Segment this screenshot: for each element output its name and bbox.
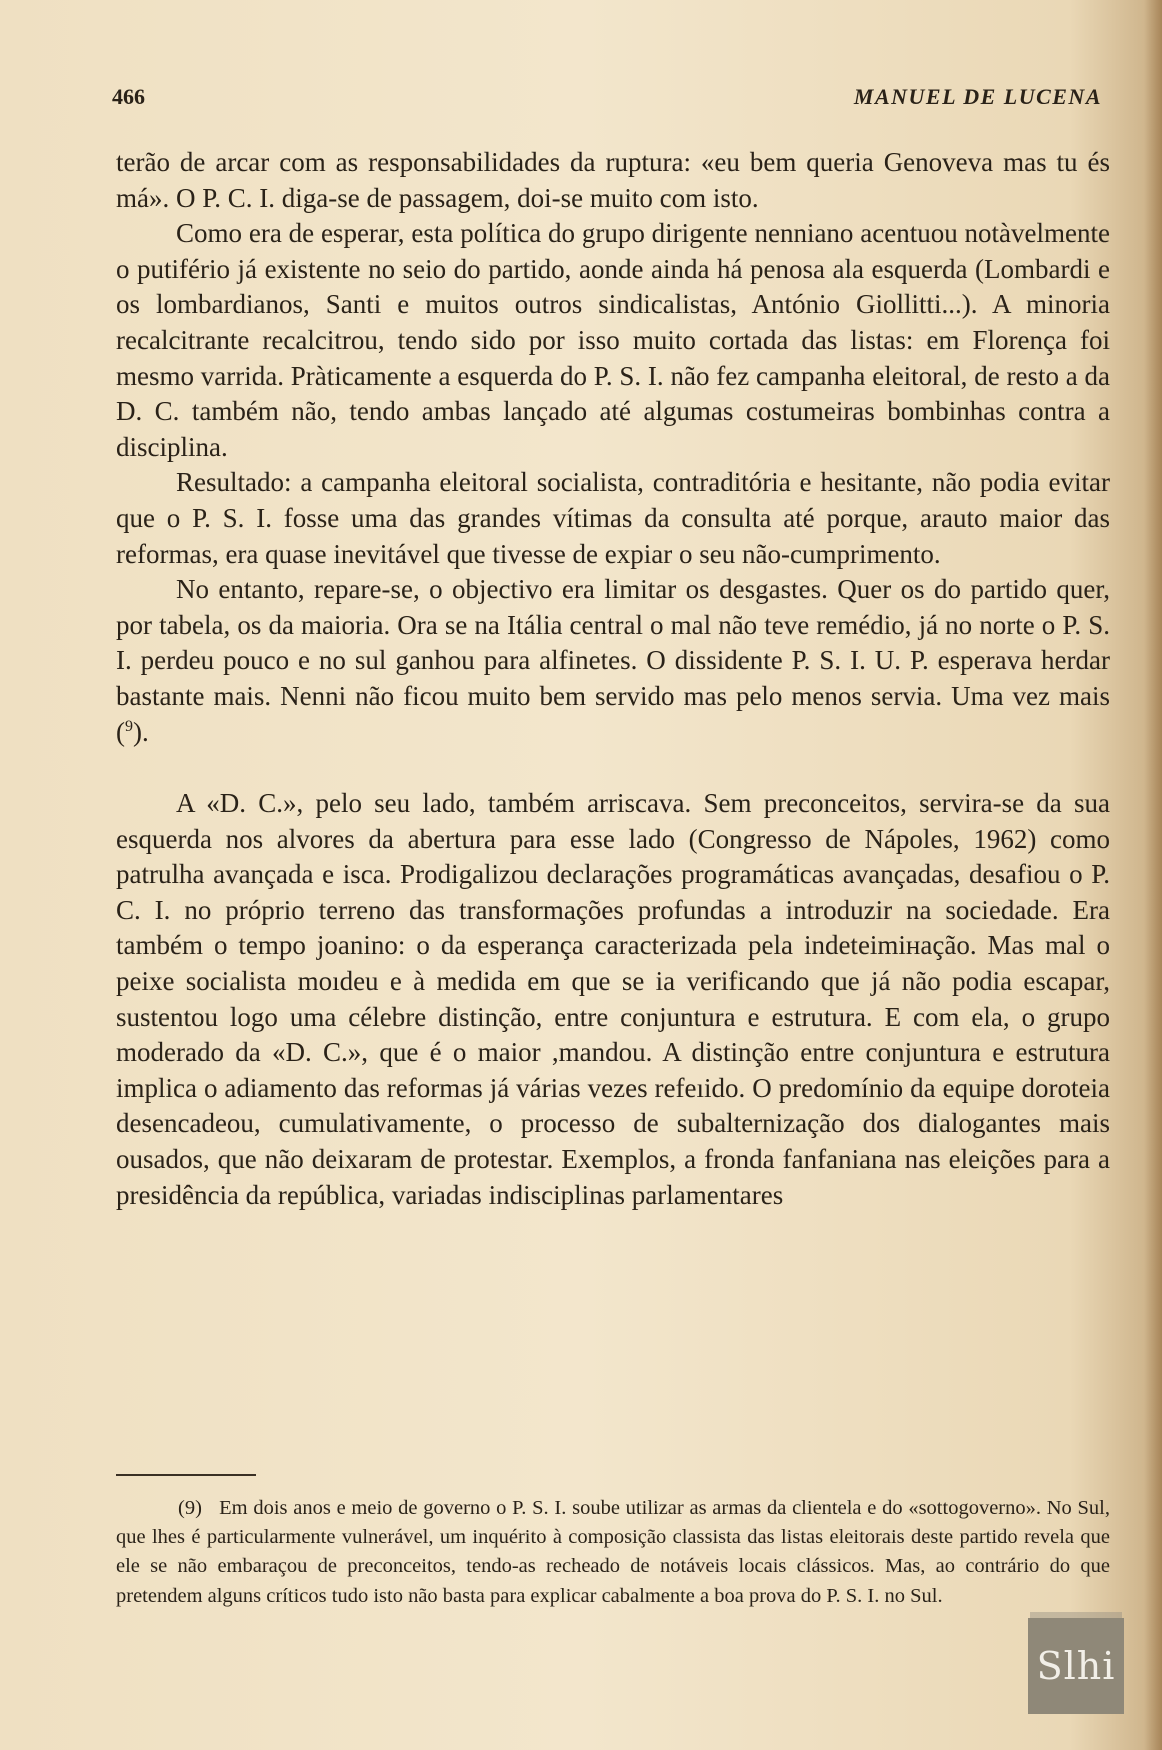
- footnote: [116, 1494, 1110, 1611]
- paragraph-4-text: No entanto, repare-se, o objectivo era limitar os desgastes. Quer os do partido quer, por tabela, os da maioria. Ora se na Itália central o mal não teve remédio, já no norte o P. S. I. perdeu pouco e no sul ganhou para alfinetes. O dissidente P. S. I. U. P. esperava herdar bastante mais. Nenni não ficou muito bem servido mas pelo menos servia. Uma vez mais (: [116, 574, 1110, 747]
- paragraph-5: A «D. C.», pelo seu lado, também arriscava. Sem preconceitos, servira-se da sua esquerda nos alvores da abertura para esse lado (Congresso de Nápoles, 1962) como patrulha avançada e isca. Prodigalizou declarações programáticas avançadas, desafiou o P. C. I. no próprio terreno das transformações profundas a introduzir na sociedade. Era também o tempo joanino: o da esperança caracterizada pela indeteimінação. Mas mal o peixe socialista moıdeu e à medida em que se ia verificando que já não podia escapar, sustentou logo uma célebre distinção, entre conjuntura e estrutura. E com ela, o grupo moderado da «D. C.», que é o maior ,mandou. A distinção entre conjuntura e estrutura implica o adiamento das reformas já várias vezes refeıido. O predomínio da equipe doroteia desencadeou, cumulativamente, o processo de subalternização dos dialogantes mais ousados, que não deixaram de protestar. Exemplos, a fronda fanfaniana nas eleições para a presidência da república, variadas indisciplinas parlamentares: [116, 788, 1110, 1210]
- main-text: [116, 145, 1110, 1213]
- section-gap: [116, 750, 1110, 786]
- footnote-marker: 9: [184, 1497, 196, 1519]
- footnote-text: Em dois anos e meio de governo o P. S. I. soube utilizar as armas da clientela e do «sottogoverno». No Sul, que lhes é particularmente vulnerável, um inquérito à composição classista das listas eleitorais deste partido revela que ele se não embaraçou de preconceitos, tendo-as recheado de notáveis locais clássicos. Mas, ao contrário do que pretendem alguns críticos tudo isto não basta para explicar cabalmente a boa prova do P. S. I. no Sul.: [116, 1497, 1111, 1607]
- page-header: [112, 84, 1102, 116]
- page-spine-shadow: [1144, 0, 1162, 1750]
- footnote-reference: 9: [125, 717, 133, 735]
- paragraph-1: terão de arcar com as responsabilidades da ruptura: «eu bem queria Genoveva mas tu és má». O P. C. I. diga-se de passagem, doi-se muito com isto.: [116, 147, 1110, 213]
- page-number: 466: [112, 84, 145, 109]
- footnote-rule: [116, 1474, 256, 1476]
- paragraph-4: [116, 572, 1110, 750]
- paragraph-4-tail: ).: [133, 716, 149, 747]
- library-logo: Slhi: [1028, 1618, 1124, 1714]
- paragraph-2: Como era de esperar, esta política do grupo dirigente nenniano acentuou notàvelmente o putifério já existente no seio do partido, aonde ainda há penosa ala esquerda (Lombardi e os lombardianos, Santi e muitos outros sindicalistas, António Giollitti...). A minoria recalcitrante recalcitrou, tendo sido por isso muito cortada das listas: em Florença foi mesmo varrida. Pràticamente a esquerda do P. S. I. não fez campanha eleitoral, de resto a da D. C. também não, tendo ambas lançado até algumas costumeiras bombinhas contra a disciplina.: [116, 218, 1110, 462]
- footnote-paragraph: (9) Em dois anos e meio de governo o P. S. I. soube utilizar as armas da clientela e do «sottogoverno». No Sul, que lhes é particularmente vulnerável, um inquérito à composição classista das listas eleitorais deste partido revela que ele se não embaraçou de preconceitos, tendo-as recheado de notáveis locais clássicos. Mas, ao contrário do que pretendem alguns críticos tudo isto não basta para explicar cabalmente a boa prova do P. S. I. no Sul.: [116, 1497, 1111, 1607]
- paragraph-3: Resultado: a campanha eleitoral socialista, contraditória e hesitante, não podia evitar que o P. S. I. fosse uma das grandes vítimas da consulta até porque, arauto maior das reformas, era quase inevitável que tivesse de expiar o seu não-cumprimento.: [116, 467, 1110, 569]
- running-title: MANUEL DE LUCENA: [853, 84, 1102, 109]
